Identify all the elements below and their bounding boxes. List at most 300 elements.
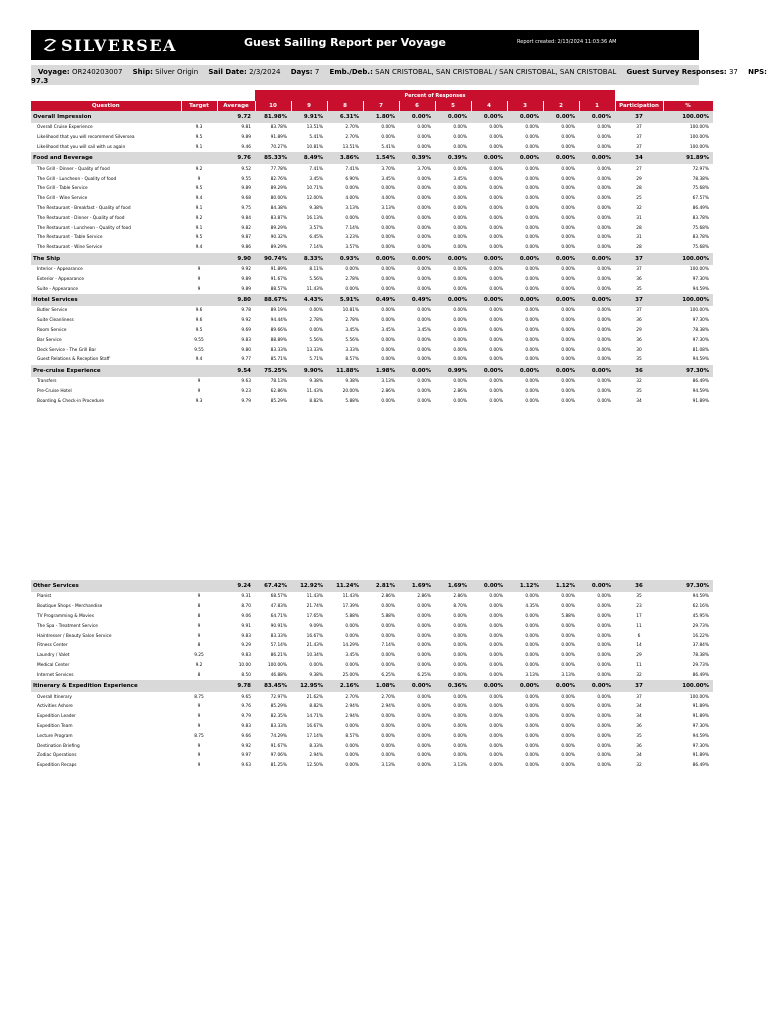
question-participation-pct: 37.84% <box>692 643 709 649</box>
question-percent: 0.00% <box>381 347 395 353</box>
question-row <box>31 692 713 702</box>
question-percent: 0.00% <box>417 235 431 241</box>
section-percent: 88.67% <box>255 294 291 306</box>
section-percent: 0.00% <box>507 253 543 265</box>
question-percent: 0.00% <box>381 753 395 759</box>
section-title: The Ship <box>31 253 181 265</box>
question-percent: 0.00% <box>561 276 575 282</box>
question-average: 9.75 <box>241 205 251 211</box>
section-percent: 1.69% <box>399 580 435 592</box>
question-percent: 0.00% <box>525 643 539 649</box>
question-percent: 9.38% <box>309 672 323 678</box>
question-participation-pct: 29.73% <box>692 662 709 668</box>
section-percent: 4.43% <box>291 294 327 306</box>
question-percent: 64.71% <box>270 613 287 619</box>
question-percent: 0.00% <box>381 245 395 251</box>
question-label: Zodiac Operations <box>37 753 77 759</box>
question-average: 9.65 <box>241 694 251 700</box>
question-row <box>31 213 713 223</box>
section-participation-pct: 100.00% <box>663 680 713 692</box>
question-row <box>31 133 713 143</box>
question-percent: 2.70% <box>345 135 359 141</box>
question-percent: 0.00% <box>597 723 611 729</box>
question-percent: 0.00% <box>453 704 467 710</box>
question-percent: 0.00% <box>453 714 467 720</box>
question-percent: 0.00% <box>597 743 611 749</box>
question-percent: 0.00% <box>489 388 503 394</box>
question-participation: 32 <box>636 379 642 385</box>
section-average: 9.24 <box>217 580 255 592</box>
question-percent: 0.00% <box>597 653 611 659</box>
question-percent: 0.00% <box>561 357 575 363</box>
percent-of-responses-header: Percent of Responses <box>255 90 615 101</box>
section-participation: 36 <box>615 580 663 592</box>
question-percent: 0.00% <box>381 653 395 659</box>
question-percent: 2.86% <box>417 594 431 600</box>
question-percent: 5.88% <box>561 613 575 619</box>
question-percent: 0.00% <box>453 186 467 192</box>
question-percent: 0.00% <box>597 166 611 172</box>
question-percent: 3.45% <box>381 327 395 333</box>
section-percent: 0.00% <box>579 294 615 306</box>
question-percent: 0.00% <box>561 337 575 343</box>
question-percent: 0.00% <box>453 166 467 172</box>
question-percent: 0.00% <box>597 235 611 241</box>
question-percent: 0.00% <box>525 714 539 720</box>
question-target: 9.55 <box>194 347 204 353</box>
question-participation-pct: 86.49% <box>692 763 709 769</box>
question-percent: 0.00% <box>489 276 503 282</box>
section-title: Food and Beverage <box>31 152 181 164</box>
question-percent: 0.00% <box>345 623 359 629</box>
column-header: 6 <box>399 101 435 111</box>
question-percent: 0.00% <box>417 694 431 700</box>
question-percent: 0.00% <box>525 623 539 629</box>
nps-label: NPS: <box>748 68 767 76</box>
question-label: Exterior - Appearance <box>37 276 85 282</box>
question-percent: 0.00% <box>453 743 467 749</box>
section-title: Overall Impression <box>31 111 181 123</box>
question-percent: 8.33% <box>309 743 323 749</box>
question-percent: 3.70% <box>417 166 431 172</box>
section-percent: 12.95% <box>291 680 327 692</box>
section-average: 9.78 <box>217 680 255 692</box>
section-percent: 85.33% <box>255 152 291 164</box>
section-percent: 0.49% <box>363 294 399 306</box>
question-row <box>31 345 713 355</box>
question-label: Overall Cruise Experience <box>37 125 93 131</box>
section-percent: 2.16% <box>327 680 363 692</box>
section-percent: 0.00% <box>543 152 579 164</box>
question-target: 9 <box>197 714 201 720</box>
question-participation: 11 <box>636 623 642 629</box>
question-row <box>31 712 713 722</box>
section-percent: 0.00% <box>435 111 471 123</box>
question-percent: 0.00% <box>345 753 359 759</box>
question-percent: 0.00% <box>453 357 467 363</box>
question-participation-pct: 100.00% <box>689 694 709 700</box>
question-percent: 85.71% <box>270 357 287 363</box>
question-percent: 0.00% <box>561 714 575 720</box>
question-percent: 0.00% <box>597 613 611 619</box>
question-percent: 0.00% <box>453 225 467 231</box>
column-header: 1 <box>579 101 615 111</box>
question-participation-pct: 75.68% <box>692 186 709 192</box>
question-label: The Restaurant - Breakfast - Quality of food <box>37 205 131 211</box>
section-title: Hotel Services <box>31 294 181 306</box>
section-percent: 5.91% <box>327 294 363 306</box>
question-target: 9.2 <box>195 166 203 172</box>
question-percent: 0.00% <box>561 379 575 385</box>
question-percent: 2.94% <box>345 714 359 720</box>
question-percent: 0.00% <box>453 733 467 739</box>
section-title: Itinerary & Expedition Experience <box>31 680 181 692</box>
question-percent: 3.33% <box>345 347 359 353</box>
question-percent: 91.67% <box>270 276 287 282</box>
question-target: 9 <box>197 379 201 385</box>
question-row <box>31 306 713 316</box>
section-average: 9.72 <box>217 111 255 123</box>
section-average: 9.90 <box>217 253 255 265</box>
question-participation: 6 <box>637 633 641 639</box>
brand-name: SILVERSEA <box>61 35 177 55</box>
section-percent: 0.00% <box>579 580 615 592</box>
question-participation-pct: 91.89% <box>692 704 709 710</box>
question-percent: 2.70% <box>345 694 359 700</box>
question-percent: 0.00% <box>561 196 575 202</box>
question-average: 9.82 <box>241 225 251 231</box>
question-percent: 0.00% <box>489 318 503 324</box>
question-participation-pct: 29.73% <box>692 623 709 629</box>
question-participation: 34 <box>636 753 642 759</box>
question-percent: 2.94% <box>309 753 323 759</box>
question-percent: 20.00% <box>342 388 359 394</box>
question-percent: 0.00% <box>489 266 503 272</box>
question-percent: 0.00% <box>453 623 467 629</box>
question-percent: 91.89% <box>270 135 287 141</box>
question-percent: 0.00% <box>417 266 431 272</box>
question-percent: 0.00% <box>309 662 323 668</box>
section-title: Other Services <box>31 580 181 592</box>
question-participation: 29 <box>636 176 642 182</box>
question-percent: 83.33% <box>270 347 287 353</box>
question-percent: 5.56% <box>309 337 323 343</box>
section-average: 9.76 <box>217 152 255 164</box>
question-row <box>31 661 713 671</box>
section-participation-pct: 100.00% <box>663 253 713 265</box>
survey-table-bottom <box>31 580 713 771</box>
silversea-emblem-icon <box>43 38 57 52</box>
question-percent: 0.00% <box>417 653 431 659</box>
question-participation: 14 <box>636 643 642 649</box>
question-percent: 0.00% <box>597 604 611 610</box>
section-header-row <box>31 680 713 692</box>
question-percent: 68.57% <box>270 594 287 600</box>
question-participation-pct: 100.00% <box>689 266 709 272</box>
question-percent: 0.00% <box>417 662 431 668</box>
question-row <box>31 284 713 294</box>
section-percent: 0.00% <box>579 111 615 123</box>
question-percent: 0.00% <box>453 613 467 619</box>
question-percent: 0.00% <box>417 337 431 343</box>
section-percent: 0.00% <box>471 111 507 123</box>
question-percent: 5.41% <box>309 135 323 141</box>
question-percent: 0.00% <box>417 196 431 202</box>
section-percent: 0.00% <box>435 294 471 306</box>
question-percent: 0.00% <box>525 215 539 221</box>
question-percent: 3.45% <box>309 176 323 182</box>
question-percent: 2.94% <box>381 704 395 710</box>
question-percent: 0.00% <box>561 643 575 649</box>
question-row <box>31 751 713 761</box>
question-percent: 0.00% <box>525 388 539 394</box>
question-row <box>31 741 713 751</box>
question-percent: 0.00% <box>525 662 539 668</box>
question-row <box>31 355 713 365</box>
question-percent: 4.00% <box>381 196 395 202</box>
question-participation-pct: 100.00% <box>689 144 709 150</box>
question-percent: 0.00% <box>489 763 503 769</box>
question-row <box>31 184 713 194</box>
question-percent: 3.13% <box>381 379 395 385</box>
section-participation-pct: 91.89% <box>663 152 713 164</box>
question-percent: 0.00% <box>453 337 467 343</box>
question-percent: 82.35% <box>270 714 287 720</box>
question-percent: 0.00% <box>561 653 575 659</box>
question-percent: 0.00% <box>525 196 539 202</box>
question-percent: 0.00% <box>417 743 431 749</box>
question-percent: 6.90% <box>345 176 359 182</box>
question-percent: 0.00% <box>381 135 395 141</box>
column-header: Average <box>217 101 255 111</box>
question-percent: 0.00% <box>489 308 503 314</box>
question-percent: 0.00% <box>345 662 359 668</box>
question-percent: 0.00% <box>525 613 539 619</box>
question-percent: 0.00% <box>561 215 575 221</box>
question-participation: 37 <box>636 144 642 150</box>
question-percent: 5.88% <box>381 613 395 619</box>
question-percent: 0.00% <box>489 144 503 150</box>
question-average: 9.97 <box>241 753 251 759</box>
question-percent: 2.86% <box>453 594 467 600</box>
question-percent: 3.57% <box>309 225 323 231</box>
question-average: 9.23 <box>241 388 251 394</box>
question-percent: 0.00% <box>417 135 431 141</box>
section-target <box>181 253 217 265</box>
question-percent: 0.00% <box>597 318 611 324</box>
question-percent: 0.00% <box>381 604 395 610</box>
question-percent: 0.00% <box>381 215 395 221</box>
question-percent: 21.62% <box>306 694 323 700</box>
question-percent: 17.39% <box>342 604 359 610</box>
question-percent: 0.00% <box>597 196 611 202</box>
question-target: 9 <box>197 743 201 749</box>
question-participation: 27 <box>636 166 642 172</box>
question-percent: 0.00% <box>525 225 539 231</box>
percent-header-row <box>31 90 713 101</box>
question-percent: 0.00% <box>489 186 503 192</box>
question-percent: 0.00% <box>561 662 575 668</box>
question-percent: 5.56% <box>309 276 323 282</box>
section-percent: 0.00% <box>507 680 543 692</box>
question-percent: 0.00% <box>417 604 431 610</box>
question-percent: 0.00% <box>525 723 539 729</box>
question-percent: 0.00% <box>453 653 467 659</box>
section-percent: 0.00% <box>543 365 579 377</box>
emb-value: SAN CRISTOBAL, SAN CRISTOBAL / SAN CRISTOBAL, SAN CRISTOBAL <box>375 68 617 76</box>
question-label: Boarding & Check-in Procedure <box>37 398 104 404</box>
question-percent: 3.70% <box>381 166 395 172</box>
question-label: Expedition Team <box>37 723 73 729</box>
question-percent: 0.00% <box>489 733 503 739</box>
column-header: 4 <box>471 101 507 111</box>
section-percent: 0.00% <box>399 253 435 265</box>
question-percent: 0.00% <box>561 125 575 131</box>
question-average: 9.06 <box>241 613 251 619</box>
question-percent: 0.00% <box>561 594 575 600</box>
question-percent: 83.78% <box>270 125 287 131</box>
report-banner <box>31 30 699 60</box>
question-percent: 0.00% <box>525 186 539 192</box>
question-percent: 0.00% <box>417 186 431 192</box>
section-percent: 0.00% <box>471 253 507 265</box>
question-percent: 0.00% <box>417 357 431 363</box>
question-percent: 0.00% <box>597 643 611 649</box>
section-percent: 0.00% <box>543 111 579 123</box>
question-participation: 36 <box>636 276 642 282</box>
question-percent: 0.00% <box>453 205 467 211</box>
question-row <box>31 670 713 680</box>
question-percent: 0.00% <box>525 633 539 639</box>
question-percent: 7.14% <box>381 643 395 649</box>
question-percent: 17.65% <box>306 613 323 619</box>
question-participation-pct: 83.78% <box>692 235 709 241</box>
question-percent: 0.00% <box>597 398 611 404</box>
question-percent: 0.00% <box>597 266 611 272</box>
question-target: 9 <box>197 266 201 272</box>
question-percent: 0.00% <box>381 733 395 739</box>
section-percent: 0.00% <box>543 253 579 265</box>
question-percent: 21.74% <box>306 604 323 610</box>
column-header: Target <box>181 101 217 111</box>
question-percent: 0.00% <box>525 753 539 759</box>
section-percent: 90.74% <box>255 253 291 265</box>
question-percent: 0.00% <box>525 176 539 182</box>
section-participation: 37 <box>615 680 663 692</box>
question-participation-pct: 78.38% <box>692 327 709 333</box>
question-percent: 0.00% <box>597 594 611 600</box>
section-percent: 75.25% <box>255 365 291 377</box>
question-percent: 62.86% <box>270 388 287 394</box>
question-target: 9 <box>197 594 201 600</box>
question-average: 9.89 <box>241 276 251 282</box>
question-percent: 11.43% <box>306 594 323 600</box>
question-percent: 6.25% <box>381 672 395 678</box>
section-percent: 0.00% <box>507 152 543 164</box>
question-percent: 0.00% <box>489 135 503 141</box>
question-participation: 37 <box>636 135 642 141</box>
question-percent: 4.00% <box>345 196 359 202</box>
question-percent: 0.00% <box>525 743 539 749</box>
question-percent: 0.00% <box>525 144 539 150</box>
header-spacer <box>615 90 713 101</box>
question-percent: 0.00% <box>489 753 503 759</box>
question-percent: 8.57% <box>345 733 359 739</box>
question-average: 9.89 <box>241 186 251 192</box>
question-row <box>31 641 713 651</box>
question-percent: 0.00% <box>561 245 575 251</box>
section-percent: 0.00% <box>399 680 435 692</box>
question-average: 9.46 <box>241 144 251 150</box>
question-target: 9 <box>197 763 201 769</box>
question-participation: 25 <box>636 196 642 202</box>
question-percent: 0.00% <box>525 308 539 314</box>
question-percent: 57.14% <box>270 643 287 649</box>
question-label: Overall Itinerary <box>37 694 72 700</box>
question-participation-pct: 94.59% <box>692 357 709 363</box>
question-percent: 0.00% <box>597 623 611 629</box>
section-percent: 1.12% <box>507 580 543 592</box>
question-percent: 0.00% <box>453 347 467 353</box>
question-row <box>31 123 713 133</box>
question-percent: 2.86% <box>381 388 395 394</box>
section-percent: 1.80% <box>363 111 399 123</box>
question-target: 9 <box>197 623 201 629</box>
question-percent: 0.00% <box>489 723 503 729</box>
section-header-row <box>31 365 713 377</box>
section-header-row <box>31 294 713 306</box>
section-percent: 1.08% <box>363 680 399 692</box>
question-percent: 0.00% <box>417 633 431 639</box>
question-percent: 0.00% <box>489 176 503 182</box>
question-percent: 0.00% <box>525 357 539 363</box>
question-percent: 0.00% <box>489 743 503 749</box>
emb-label: Emb./Deb.: <box>329 68 373 76</box>
question-target: 9.2 <box>195 215 203 221</box>
question-percent: 3.45% <box>381 176 395 182</box>
question-percent: 100.00% <box>267 662 287 668</box>
question-percent: 0.00% <box>489 643 503 649</box>
question-percent: 0.00% <box>417 613 431 619</box>
question-label: Pianist <box>37 594 52 600</box>
question-percent: 0.00% <box>453 398 467 404</box>
question-percent: 3.45% <box>417 327 431 333</box>
question-percent: 0.00% <box>453 672 467 678</box>
section-target <box>181 152 217 164</box>
question-percent: 91.89% <box>270 266 287 272</box>
question-participation-pct: 78.38% <box>692 176 709 182</box>
question-percent: 0.00% <box>417 144 431 150</box>
question-percent: 3.23% <box>345 235 359 241</box>
question-percent: 0.00% <box>561 753 575 759</box>
question-percent: 81.25% <box>270 763 287 769</box>
question-percent: 0.00% <box>381 398 395 404</box>
question-target: 9.5 <box>195 135 203 141</box>
question-percent: 5.41% <box>381 144 395 150</box>
question-percent: 0.00% <box>417 753 431 759</box>
ship-label: Ship: <box>132 68 153 76</box>
section-participation-pct: 97.30% <box>663 580 713 592</box>
section-percent: 0.93% <box>327 253 363 265</box>
question-target: 9.6 <box>195 308 203 314</box>
question-participation-pct: 94.59% <box>692 286 709 292</box>
question-participation-pct: 75.68% <box>692 245 709 251</box>
question-percent: 90.32% <box>270 235 287 241</box>
question-row <box>31 702 713 712</box>
question-percent: 8.57% <box>345 357 359 363</box>
question-participation-pct: 91.89% <box>692 714 709 720</box>
section-target <box>181 365 217 377</box>
